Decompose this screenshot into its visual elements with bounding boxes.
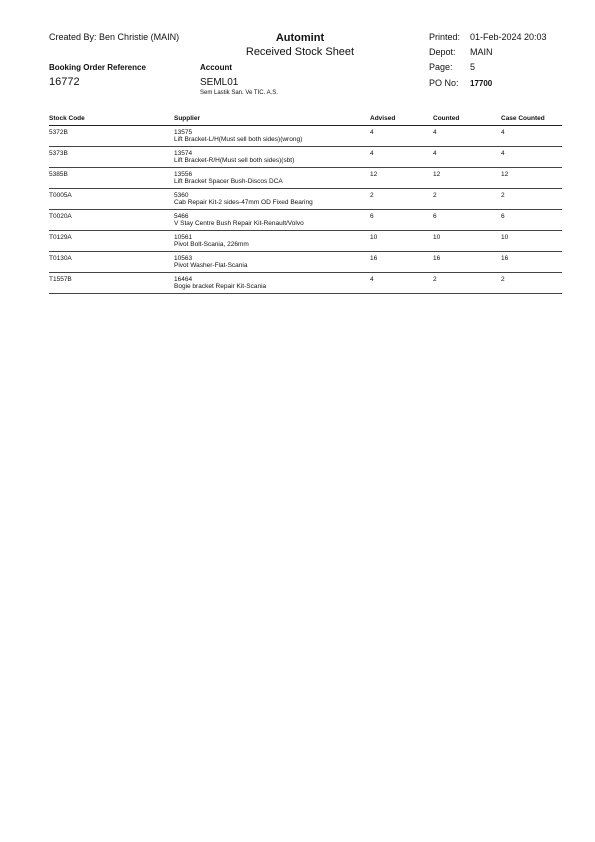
case-counted-qty: 10	[501, 230, 562, 251]
table-row	[49, 272, 562, 293]
supplier-ref: 10563	[174, 254, 193, 262]
supplier-cell	[174, 230, 370, 251]
counted-qty: 6	[433, 209, 501, 230]
supplier-ref: 16464	[174, 275, 193, 283]
table-header-row	[49, 114, 562, 125]
case-counted-qty: 2	[501, 272, 562, 293]
po-value: 17700	[470, 79, 493, 88]
po-label: PO No:	[429, 78, 459, 88]
company-name: Automint	[275, 32, 325, 44]
supplier-ref: 13574	[174, 149, 193, 157]
table-row	[49, 251, 562, 272]
created-by	[49, 32, 179, 42]
printed-value: 01-Feb-2024 20:03	[470, 32, 547, 42]
stock-code: 5373B	[49, 146, 174, 167]
stock-code: T1557B	[49, 272, 174, 293]
col-header-stock-code: Stock Code	[49, 114, 174, 125]
advised-qty: 12	[370, 167, 433, 188]
item-description: Lift Bracket-L/H(Must sell both sides)(wrong)	[174, 136, 303, 143]
supplier-cell	[174, 272, 370, 293]
counted-qty: 10	[433, 230, 501, 251]
depot-label: Depot:	[429, 47, 456, 57]
stock-code: 5372B	[49, 125, 174, 146]
supplier-ref: 5466	[174, 212, 189, 220]
supplier-ref: 13556	[174, 170, 193, 178]
table-row	[49, 167, 562, 188]
table-row	[49, 125, 562, 146]
table-row	[49, 146, 562, 167]
advised-qty: 4	[370, 272, 433, 293]
case-counted-qty: 4	[501, 146, 562, 167]
supplier-ref: 10561	[174, 233, 193, 241]
supplier-cell	[174, 188, 370, 209]
stock-code: T0130A	[49, 251, 174, 272]
booking-ref-label: Booking Order Reference	[49, 63, 146, 72]
supplier-cell	[174, 209, 370, 230]
supplier-cell	[174, 125, 370, 146]
page-label: Page:	[429, 62, 453, 72]
supplier-cell	[174, 146, 370, 167]
counted-qty: 2	[433, 188, 501, 209]
case-counted-qty: 4	[501, 125, 562, 146]
counted-qty: 2	[433, 272, 501, 293]
item-description: Pivot Washer-Flat-Scania	[174, 262, 248, 269]
advised-qty: 2	[370, 188, 433, 209]
advised-qty: 10	[370, 230, 433, 251]
table-row	[49, 188, 562, 209]
case-counted-qty: 6	[501, 209, 562, 230]
col-header-counted: Counted	[433, 114, 501, 125]
depot-value: MAIN	[470, 47, 493, 57]
advised-qty: 6	[370, 209, 433, 230]
item-description: Cab Repair Kit-2 sides-47mm OD Fixed Bearing	[174, 199, 313, 206]
item-description: Lift Bracket-R/H(Must sell both sides)(sbt)	[174, 157, 295, 164]
supplier-cell	[174, 251, 370, 272]
created-by-label: Created By:	[49, 32, 97, 42]
counted-qty: 4	[433, 146, 501, 167]
account-code: SEML01	[200, 77, 239, 88]
stock-table	[49, 114, 562, 294]
account-label: Account	[200, 63, 232, 72]
account-name: Sem Lastik San. Ve TIC. A.S.	[200, 90, 278, 96]
item-description: Lift Bracket Spacer Bush-Discos DCA	[174, 178, 283, 185]
printed-label: Printed:	[429, 32, 461, 42]
case-counted-qty: 16	[501, 251, 562, 272]
sheet-title: Received Stock Sheet	[245, 46, 355, 58]
table-row	[49, 209, 562, 230]
table-row	[49, 230, 562, 251]
stock-code: T0005A	[49, 188, 174, 209]
advised-qty: 4	[370, 125, 433, 146]
supplier-cell	[174, 167, 370, 188]
col-header-advised: Advised	[370, 114, 433, 125]
supplier-ref: 5360	[174, 191, 189, 199]
booking-ref-value: 16772	[49, 76, 80, 88]
stock-code: T0020A	[49, 209, 174, 230]
page-value: 5	[470, 62, 476, 72]
item-description: V Stay Centre Bush Repair Kit-Renault/Volvo	[174, 220, 304, 227]
counted-qty: 4	[433, 125, 501, 146]
item-description: Pivot Bolt-Scania, 226mm	[174, 241, 249, 248]
item-description: Bogie bracket Repair Kit-Scania	[174, 283, 267, 290]
counted-qty: 12	[433, 167, 501, 188]
case-counted-qty: 2	[501, 188, 562, 209]
supplier-ref: 13575	[174, 128, 193, 136]
stock-code: 5385B	[49, 167, 174, 188]
counted-qty: 16	[433, 251, 501, 272]
advised-qty: 16	[370, 251, 433, 272]
col-header-supplier: Supplier	[174, 114, 370, 125]
created-by-value: Ben Christie (MAIN)	[99, 32, 180, 42]
col-header-case-counted: Case Counted	[501, 114, 562, 125]
case-counted-qty: 12	[501, 167, 562, 188]
stock-code: T0129A	[49, 230, 174, 251]
advised-qty: 4	[370, 146, 433, 167]
